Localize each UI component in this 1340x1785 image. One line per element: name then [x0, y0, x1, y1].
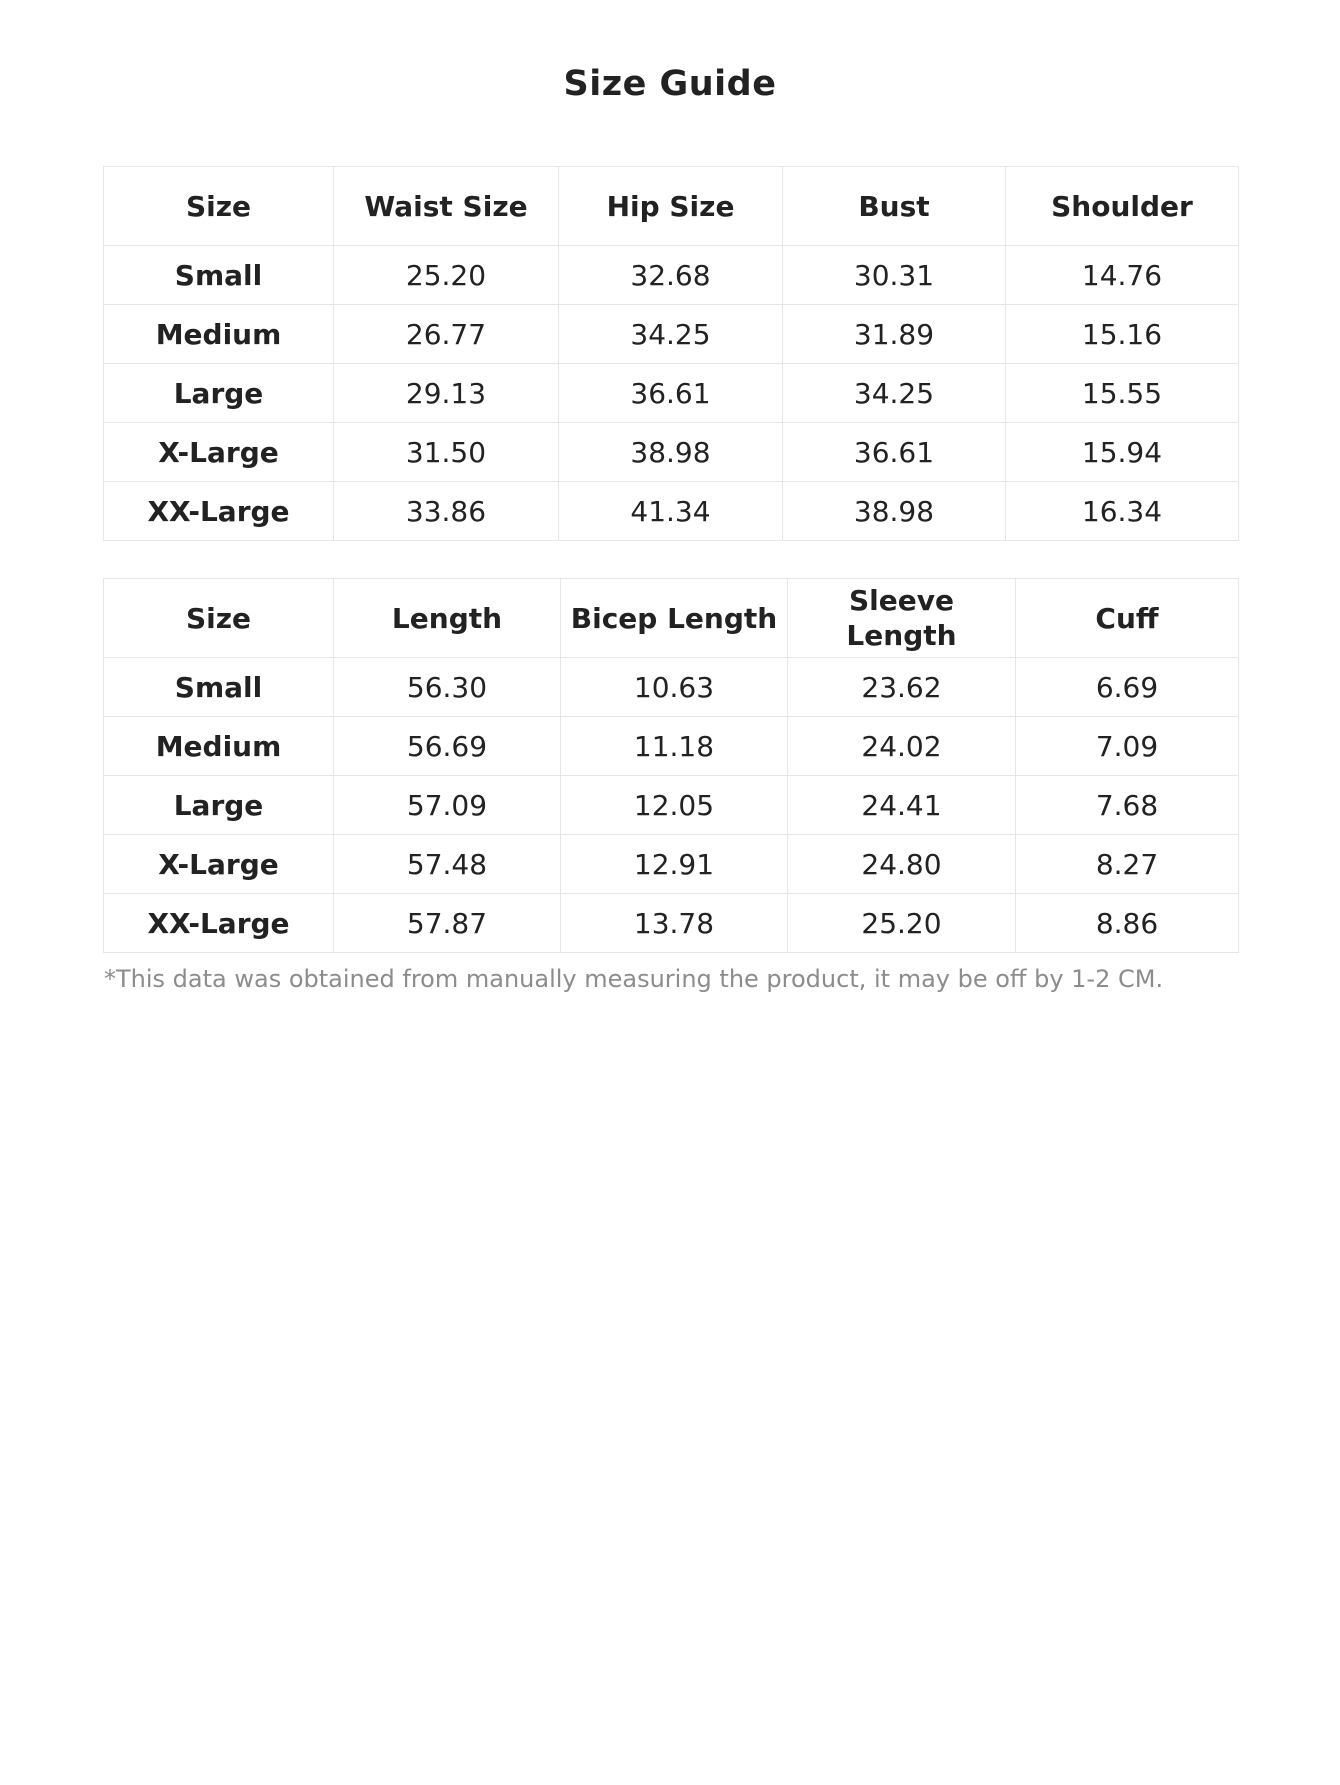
bust-value: 36.61: [783, 423, 1006, 482]
table-row: [104, 717, 1239, 776]
bust-value: 31.89: [783, 305, 1006, 364]
sleeve-length-value: 25.20: [788, 894, 1016, 953]
bicep-length-value: 12.91: [561, 835, 788, 894]
column-header-cuff: Cuff: [1016, 579, 1239, 658]
table-header-row: [104, 167, 1239, 246]
hip-size-value: 38.98: [559, 423, 783, 482]
shoulder-value: 16.34: [1006, 482, 1239, 541]
size-label: X-Large: [104, 835, 334, 894]
column-header-hip-size: Hip Size: [559, 167, 783, 246]
waist-size-value: 31.50: [334, 423, 559, 482]
page-title: Size Guide: [563, 64, 777, 104]
waist-size-value: 26.77: [334, 305, 559, 364]
bust-value: 30.31: [783, 246, 1006, 305]
size-label: Medium: [104, 305, 334, 364]
column-header-size: Size: [104, 579, 334, 658]
column-header-size: Size: [104, 167, 334, 246]
waist-size-value: 33.86: [334, 482, 559, 541]
bust-value: 34.25: [783, 364, 1006, 423]
sleeve-length-value: 24.80: [788, 835, 1016, 894]
hip-size-value: 32.68: [559, 246, 783, 305]
sleeve-length-value: 23.62: [788, 658, 1016, 717]
body-measurements-table: [103, 166, 1239, 541]
cuff-value: 7.68: [1016, 776, 1239, 835]
bust-value: 38.98: [783, 482, 1006, 541]
size-label: Medium: [104, 717, 334, 776]
cuff-value: 8.86: [1016, 894, 1239, 953]
bicep-length-value: 11.18: [561, 717, 788, 776]
table-row: [104, 305, 1239, 364]
measurement-disclaimer: *This data was obtained from manually measuring the product, it may be off by 1-2 CM.: [104, 965, 1164, 993]
size-label: Large: [104, 364, 334, 423]
table-row: [104, 894, 1239, 953]
column-header-sleeve-length: Sleeve Length: [788, 579, 1016, 658]
size-label: X-Large: [104, 423, 334, 482]
bicep-length-value: 12.05: [561, 776, 788, 835]
length-measurements-table: [103, 578, 1239, 953]
size-label: Large: [104, 776, 334, 835]
bicep-length-value: 13.78: [561, 894, 788, 953]
hip-size-value: 34.25: [559, 305, 783, 364]
table-row: [104, 364, 1239, 423]
shoulder-value: 15.94: [1006, 423, 1239, 482]
hip-size-value: 41.34: [559, 482, 783, 541]
table-row: [104, 776, 1239, 835]
table-row: [104, 835, 1239, 894]
size-label: Small: [104, 658, 334, 717]
length-value: 57.87: [334, 894, 561, 953]
table-row: [104, 482, 1239, 541]
column-header-bust: Bust: [783, 167, 1006, 246]
column-header-shoulder: Shoulder: [1006, 167, 1239, 246]
size-label: Small: [104, 246, 334, 305]
shoulder-value: 15.16: [1006, 305, 1239, 364]
cuff-value: 8.27: [1016, 835, 1239, 894]
cuff-value: 7.09: [1016, 717, 1239, 776]
sleeve-length-value: 24.02: [788, 717, 1016, 776]
size-label: XX-Large: [104, 894, 334, 953]
hip-size-value: 36.61: [559, 364, 783, 423]
waist-size-value: 29.13: [334, 364, 559, 423]
table-row: [104, 658, 1239, 717]
shoulder-value: 15.55: [1006, 364, 1239, 423]
size-label: XX-Large: [104, 482, 334, 541]
table-header-row: [104, 579, 1239, 658]
shoulder-value: 14.76: [1006, 246, 1239, 305]
length-value: 56.69: [334, 717, 561, 776]
length-value: 57.48: [334, 835, 561, 894]
column-header-waist-size: Waist Size: [334, 167, 559, 246]
sleeve-length-value: 24.41: [788, 776, 1016, 835]
column-header-length: Length: [334, 579, 561, 658]
bicep-length-value: 10.63: [561, 658, 788, 717]
column-header-bicep-length: Bicep Length: [561, 579, 788, 658]
waist-size-value: 25.20: [334, 246, 559, 305]
table-row: [104, 423, 1239, 482]
table-row: [104, 246, 1239, 305]
length-value: 57.09: [334, 776, 561, 835]
length-value: 56.30: [334, 658, 561, 717]
cuff-value: 6.69: [1016, 658, 1239, 717]
